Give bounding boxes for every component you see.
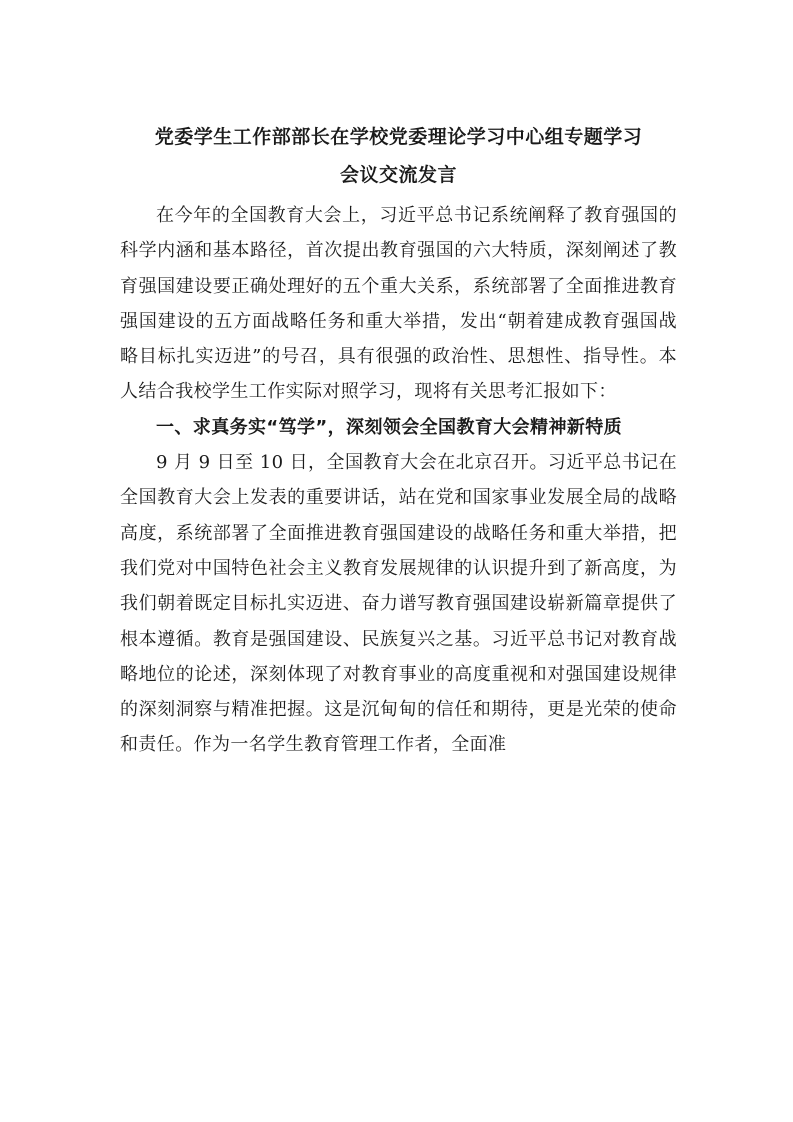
section-heading-1: 一、求真务实“笃学”，深刻领会全国教育大会精神新特质 — [156, 416, 623, 438]
document-title-line-1: 党委学生工作部部长在学校党委理论学习中心组专题学习 — [154, 126, 643, 148]
section-1-paragraph: 9 月 9 日至 10 日，全国教育大会在北京召开。习近平总书记在全国教育大会上发表的重要讲话，站在党和国家事业发展全局的战略高度，系统部署了全面推进教育强国建设的战略任务和重大举措，把我们党对中国特色社会主义教育发展规律的认识提升到了新高度，为我们朝着既定目标扎实迈进、奋力谱写教育强国建设崭新篇章提供了根本遵循。教育是强国建设、民族复兴之基。习近平总书记对教育战略地位的论述，深刻体现了对教育事业的高度重视和对强国建设规律的深刻洞察与精准把握。这是沉甸甸的信任和期待，更是光荣的使命和责任。作为一名学生教育管理工作者，全面准 — [120, 452, 677, 756]
intro-paragraph: 在今年的全国教育大会上，习近平总书记系统阐释了教育强国的科学内涵和基本路径，首次提出教育强国的六大特质，深刻阐述了教育强国建设要正确处理好的五个重大关系，系统部署了全面推进教育强国建设的五方面战略任务和重大举措，发出“朝着建成教育强国战略目标扎实迈进”的号召，具有很强的政治性、思想性、指导性。本人结合我校学生工作实际对照学习，现将有关思考汇报如下： — [120, 205, 677, 403]
document-body — [120, 118, 677, 763]
document-title-line-2: 会议交流发言 — [339, 164, 457, 186]
